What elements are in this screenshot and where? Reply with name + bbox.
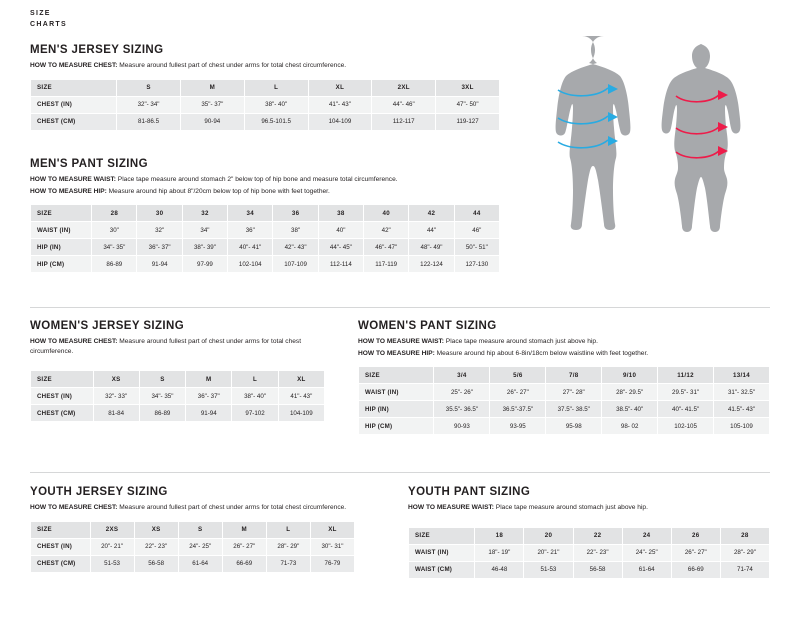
table-row [31,388,325,405]
table-cell: 28"- 29" [266,538,310,555]
table-header-row [31,79,500,96]
table-cell: 36.5"-37.5" [490,401,546,418]
table-cell: 105-109 [714,418,770,435]
howto-measure-chest [30,61,500,71]
table-cell: 28"- 29.5" [602,384,658,401]
table-header-row [359,367,770,384]
section-divider [30,472,770,473]
table-cell: 34" [182,222,227,239]
table-header-cell: 24 [622,527,671,544]
section-womens-pant-sizing [358,320,770,435]
table-row [31,555,355,572]
table-cell: WAIST (IN) [359,384,434,401]
table-cell: 30"- 31" [310,538,354,555]
table-cell: HIP (CM) [31,256,92,273]
table-cell: CHEST (CM) [31,113,117,130]
table-cell: 30" [92,222,137,239]
table-cell: 61-64 [622,561,671,578]
table-cell: 24"- 25" [622,544,671,561]
section-title: YOUTH PANT SIZING [408,486,531,498]
table-header-cell: 9/10 [602,367,658,384]
table-header-cell: 7/8 [546,367,602,384]
table-cell: 38.5"- 40" [602,401,658,418]
table-header-cell: 36 [273,205,318,222]
table-header-cell: 18 [475,527,524,544]
table-header-row [31,205,500,222]
table-header-cell: M [180,79,244,96]
table-cell: 38" [273,222,318,239]
table-cell: 20"- 21" [524,544,573,561]
table-cell: 71-73 [266,555,310,572]
table-header-cell: 42 [409,205,454,222]
table-header-cell: SIZE [31,521,91,538]
table-cell: 35.5"- 36.5" [434,401,490,418]
table-row [31,256,500,273]
table-header-cell: 34 [228,205,273,222]
howto-text: Measure around fullest part of chest under arms for total chest circumference. [117,504,347,511]
table-cell: 31"- 32.5" [714,384,770,401]
howto-label: HOW TO MEASURE HIP: [358,349,435,357]
table-cell: 56-58 [134,555,178,572]
table-cell: 42"- 43" [273,239,318,256]
table-header-cell: M [222,521,266,538]
section-mens-pant-sizing [30,158,500,273]
howto-measure-waist [408,503,770,513]
youth-jersey-table [30,521,355,573]
table-cell: 97-99 [182,256,227,273]
table-header-cell: 38 [318,205,363,222]
table-header-cell: 40 [364,205,409,222]
table-cell: WAIST (IN) [409,544,475,561]
table-wrap [30,370,325,422]
howto-label: HOW TO MEASURE WAIST: [358,338,444,345]
howto-text: Place tape measure around stomach just above hip. [493,504,648,511]
table-cell: 27"- 28" [546,384,602,401]
table-cell: 38"- 40" [232,388,278,405]
table-cell: CHEST (CM) [31,555,91,572]
table-header-cell: SIZE [409,527,475,544]
table-cell: HIP (IN) [31,239,92,256]
table-cell: 44"- 46" [372,96,436,113]
table-header-cell: XS [134,521,178,538]
howto-text: Measure around fullest part of chest under arms for total chest circumference. [117,62,347,69]
table-cell: HIP (IN) [359,401,434,418]
table-cell: 36" [228,222,273,239]
womens-pant-table [358,366,770,435]
page-title-line2: CHARTS [30,21,67,28]
table-header-cell: 5/6 [490,367,546,384]
table-cell: 42" [364,222,409,239]
table-header-cell: 30 [137,205,182,222]
table-cell: 90-94 [180,113,244,130]
table-cell: WAIST (CM) [409,561,475,578]
table-header-cell: 3/4 [434,367,490,384]
table-header-cell: XS [93,371,139,388]
table-cell: 66-69 [671,561,720,578]
table-row [31,113,500,130]
table-header-cell: S [117,79,181,96]
table-row [31,239,500,256]
table-cell: 32"- 34" [117,96,181,113]
howto-text: Measure around hip about 6-8in/18cm below waistline with feet together. [434,349,649,357]
table-cell: 34"- 35" [139,388,185,405]
howto-measure-hip [358,349,770,359]
table-cell: CHEST (IN) [31,388,94,405]
page-title-line1: SIZE [30,10,51,17]
table-cell: 22"- 23" [134,538,178,555]
table-cell: 32" [137,222,182,239]
table-cell: 102-105 [658,418,714,435]
table-cell: 36"- 37" [137,239,182,256]
table-cell: 119-127 [436,113,500,130]
table-cell: 22"- 23" [573,544,622,561]
table-cell: 104-109 [278,405,324,422]
table-row [31,538,355,555]
table-cell: 86-89 [139,405,185,422]
table-header-cell: S [178,521,222,538]
table-cell: 34"- 35" [92,239,137,256]
table-cell: 38"- 40" [244,96,308,113]
section-womens-jersey-sizing [30,320,325,422]
section-youth-jersey-sizing [30,486,355,573]
table-cell: 40" [318,222,363,239]
table-cell: CHEST (CM) [31,405,94,422]
table-header-cell: XL [308,79,372,96]
table-header-cell: 11/12 [658,367,714,384]
table-cell: HIP (CM) [359,418,434,435]
table-header-cell: 28 [720,527,769,544]
table-row [31,222,500,239]
table-cell: 107-109 [273,256,318,273]
section-divider [30,307,770,308]
table-header-cell: 3XL [436,79,500,96]
table-cell: 20"- 21" [90,538,134,555]
table-cell: 91-94 [137,256,182,273]
table-cell: 32"- 33" [93,388,139,405]
table-wrap [358,366,770,435]
table-cell: 104-109 [308,113,372,130]
table-cell: 98- 02 [602,418,658,435]
table-header-cell: SIZE [359,367,434,384]
table-cell: 76-79 [310,555,354,572]
howto-measure-hip [30,187,500,197]
howto-measure-waist [30,175,500,185]
mens-jersey-table [30,79,500,131]
table-wrap [30,79,500,131]
table-cell: 44" [409,222,454,239]
table-cell: 51-53 [90,555,134,572]
table-wrap [408,527,770,579]
table-header-cell: L [232,371,278,388]
table-row [359,384,770,401]
male-body-diagram [556,36,631,230]
table-cell: 46" [454,222,499,239]
table-header-cell: 2XS [90,521,134,538]
table-header-cell: XL [310,521,354,538]
table-cell: 90-93 [434,418,490,435]
table-header-cell: L [244,79,308,96]
table-cell: 127-130 [454,256,499,273]
howto-text: Place tape measure around stomach 2" below top of hip bone and measure total circumference. [115,176,398,183]
table-header-row [31,371,325,388]
table-cell: 26"- 27" [671,544,720,561]
table-header-cell: 22 [573,527,622,544]
table-header-cell: 2XL [372,79,436,96]
table-header-cell: 28 [92,205,137,222]
howto-label: HOW TO MEASURE CHEST: [30,62,118,69]
table-header-cell: S [139,371,185,388]
table-cell: 36"- 37" [186,388,232,405]
table-cell: 117-119 [364,256,409,273]
table-header-cell: M [186,371,232,388]
table-cell: 95-98 [546,418,602,435]
table-row [359,401,770,418]
howto-measure-waist [358,337,770,347]
table-cell: 56-58 [573,561,622,578]
table-cell: 102-104 [228,256,273,273]
table-cell: 40"- 41.5" [658,401,714,418]
page-title [30,8,67,30]
table-header-row [31,521,355,538]
table-wrap [30,204,500,273]
table-cell: 26"- 27" [222,538,266,555]
table-cell: 51-53 [524,561,573,578]
table-cell: 96.5-101.5 [244,113,308,130]
section-mens-jersey-sizing [30,44,500,131]
howto-measure-chest [30,337,325,356]
table-header-cell: 26 [671,527,720,544]
table-cell: 112-114 [318,256,363,273]
table-cell: 37.5"- 38.5" [546,401,602,418]
section-title: YOUTH JERSEY SIZING [30,486,168,498]
table-cell: 28"- 29" [720,544,769,561]
table-header-cell: SIZE [31,371,94,388]
table-header-cell: 44 [454,205,499,222]
howto-text: Measure around fullest part of chest under arms for total chest circumference. [30,338,302,355]
figures-svg [520,30,780,260]
howto-label: HOW TO MEASURE WAIST: [30,176,116,183]
table-cell: 66-69 [222,555,266,572]
howto-label: HOW TO MEASURE WAIST: [408,504,494,511]
table-cell: 41.5"- 43" [714,401,770,418]
table-cell: 91-94 [186,405,232,422]
table-cell: 46"- 47" [364,239,409,256]
table-header-cell: 20 [524,527,573,544]
table-cell: 25"- 26" [434,384,490,401]
table-cell: 38"- 39" [182,239,227,256]
table-cell: 41"- 43" [308,96,372,113]
section-title: WOMEN'S PANT SIZING [358,320,497,332]
table-cell: 50"- 51" [454,239,499,256]
youth-pant-table [408,527,770,579]
table-cell: 47"- 50" [436,96,500,113]
table-header-cell: L [266,521,310,538]
table-cell: 24"- 25" [178,538,222,555]
table-wrap [30,521,355,573]
table-cell: 81-86.5 [117,113,181,130]
table-cell: 86-89 [92,256,137,273]
table-row [359,418,770,435]
table-cell: CHEST (IN) [31,538,91,555]
howto-measure-chest [30,503,355,513]
table-cell: CHEST (IN) [31,96,117,113]
howto-label: HOW TO MEASURE CHEST: [30,338,118,345]
womens-jersey-table [30,370,325,422]
mens-pant-table [30,204,500,273]
table-cell: 26"- 27" [490,384,546,401]
howto-label: HOW TO MEASURE HIP: [30,187,107,195]
table-cell: 61-64 [178,555,222,572]
table-header-cell: SIZE [31,205,92,222]
table-header-row [409,527,770,544]
section-title: MEN'S PANT SIZING [30,158,148,170]
table-cell: 40"- 41" [228,239,273,256]
section-title: MEN'S JERSEY SIZING [30,44,164,56]
table-cell: 48"- 49" [409,239,454,256]
table-header-cell: SIZE [31,79,117,96]
table-cell: 41"- 43" [278,388,324,405]
table-cell: WAIST (IN) [31,222,92,239]
howto-text: Measure around hip about 8"/20cm below top of hip bone with feet together. [106,187,330,195]
table-row [409,561,770,578]
table-row [31,96,500,113]
table-cell: 46-48 [475,561,524,578]
table-cell: 29.5"- 31" [658,384,714,401]
female-body-diagram [662,44,741,232]
table-header-cell: XL [278,371,324,388]
table-cell: 35"- 37" [180,96,244,113]
table-row [409,544,770,561]
table-cell: 93-95 [490,418,546,435]
table-cell: 18"- 19" [475,544,524,561]
body-measurement-figures [520,30,780,260]
table-cell: 44"- 45" [318,239,363,256]
table-cell: 97-102 [232,405,278,422]
table-cell: 122-124 [409,256,454,273]
table-header-cell: 32 [182,205,227,222]
table-cell: 81-84 [93,405,139,422]
section-title: WOMEN'S JERSEY SIZING [30,320,185,332]
howto-label: HOW TO MEASURE CHEST: [30,504,118,511]
section-youth-pant-sizing [408,486,770,579]
table-cell: 71-74 [720,561,769,578]
table-row [31,405,325,422]
table-header-cell: 13/14 [714,367,770,384]
howto-text: Place tape measure around stomach just above hip. [443,338,598,345]
table-cell: 112-117 [372,113,436,130]
